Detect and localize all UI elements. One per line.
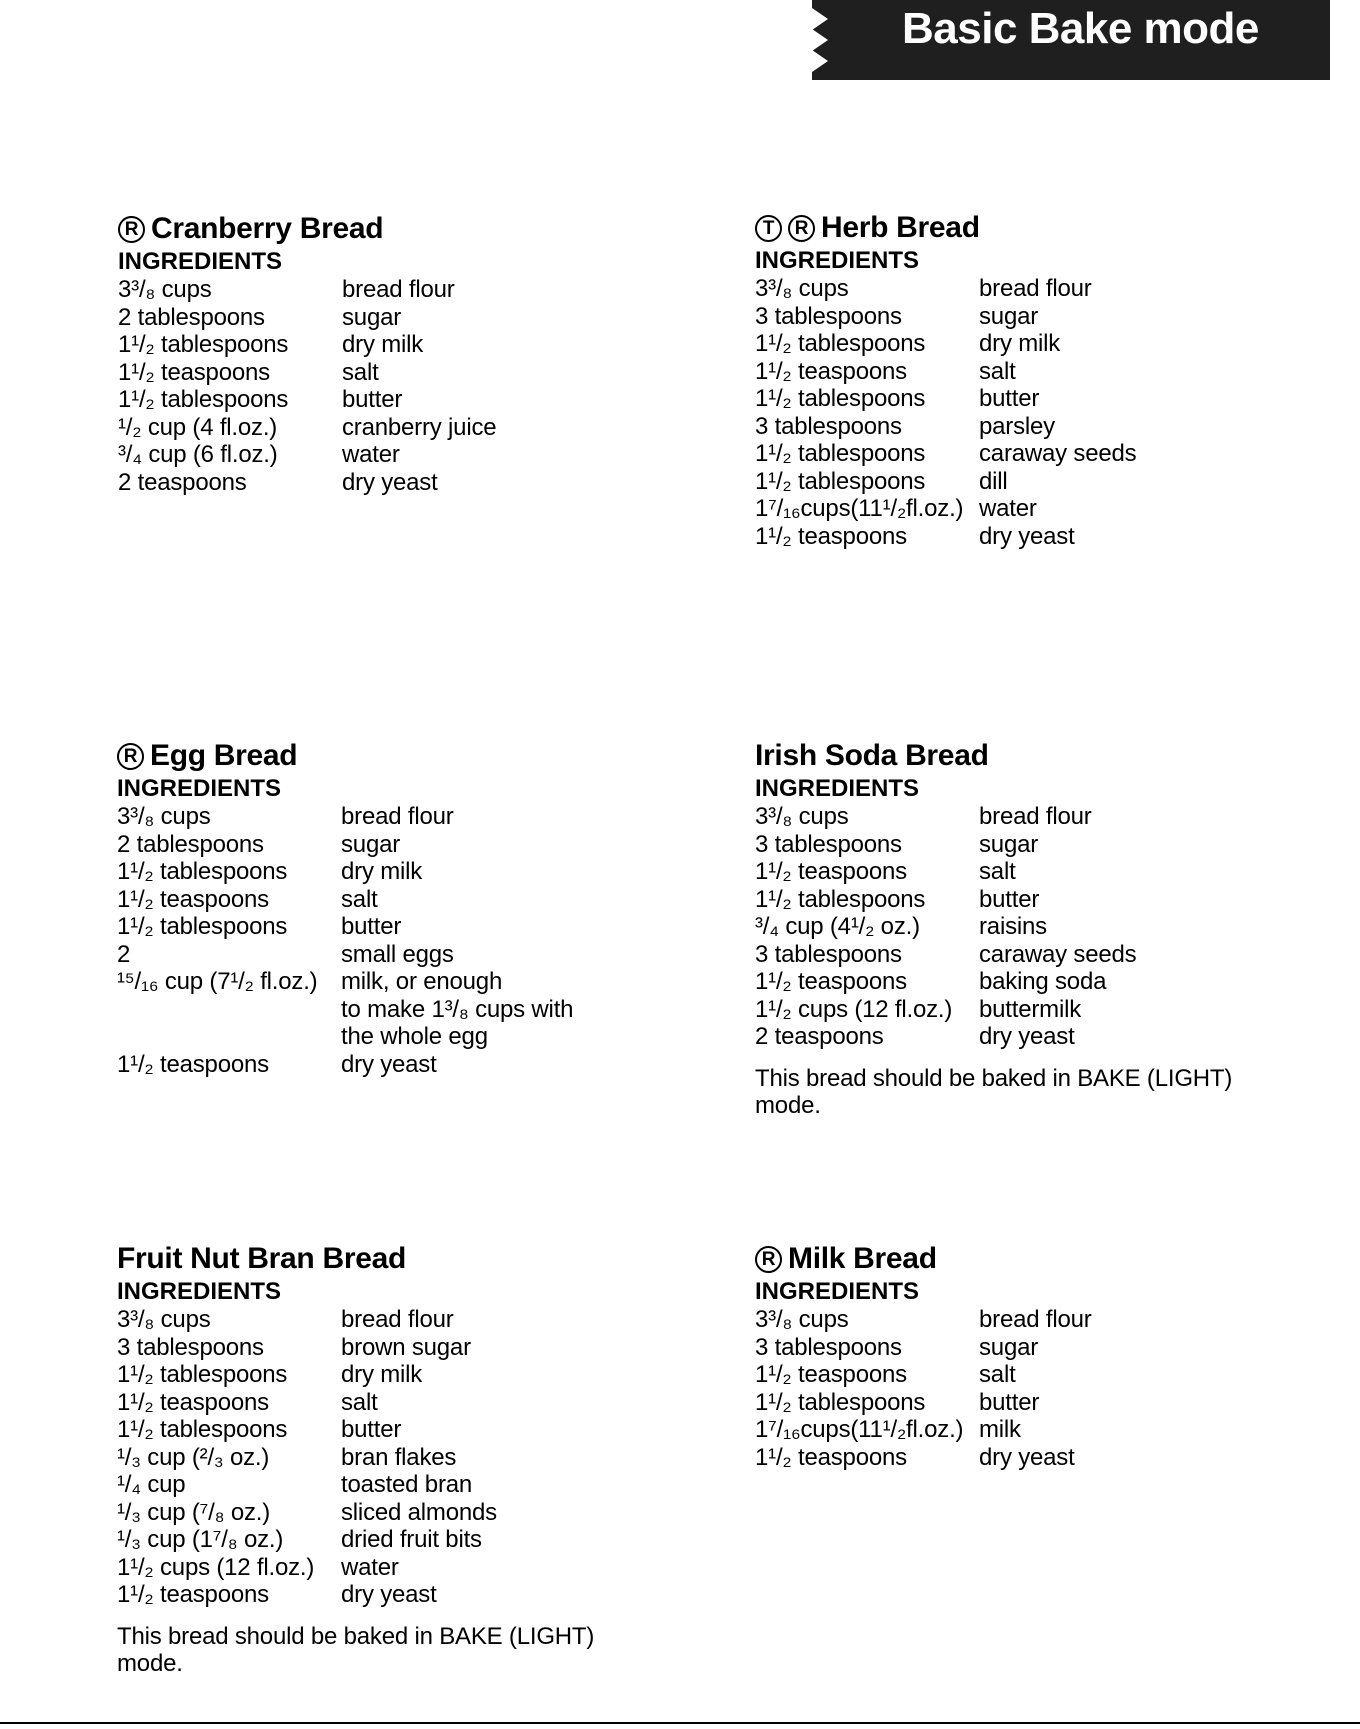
rapid-badge-icon: R <box>755 1246 782 1273</box>
header-arrow-icon <box>812 50 828 72</box>
ingredient-row <box>117 1444 697 1472</box>
ingredient-quantity: 1¹/₂ teaspoons <box>117 1581 269 1608</box>
recipe-title-text: Egg Bread <box>150 739 298 772</box>
recipe-title-text: Milk Bread <box>788 1242 937 1275</box>
timer-badge-icon: T <box>755 215 782 242</box>
ingredient-name: baking soda <box>979 968 1107 995</box>
ingredient-name: salt <box>979 357 1016 385</box>
ingredient-row <box>117 941 697 969</box>
ingredient-name: butter <box>979 885 1040 913</box>
page-title: Basic Bake mode <box>902 4 1259 53</box>
ingredient-name: bread flour <box>341 1306 454 1333</box>
ingredient-quantity: 2 teaspoons <box>118 468 247 496</box>
ingredient-quantity: 1¹/₂ teaspoons <box>117 1388 269 1416</box>
ingredient-quantity: 3³/₈ cups <box>755 1306 849 1333</box>
ingredient-quantity: ¹/₃ cup (⁷/₈ oz.) <box>117 1498 271 1526</box>
ingredient-name: salt <box>342 358 379 386</box>
ingredient-name: raisins <box>979 913 1047 940</box>
ingredient-name: dry milk <box>341 1361 423 1388</box>
recipe-title <box>755 1240 1335 1278</box>
ingredient-row <box>117 996 697 1024</box>
ingredients-heading: INGREDIENTS <box>755 1278 920 1305</box>
ingredient-quantity: 1¹/₂ teaspoons <box>117 885 269 913</box>
ingredient-quantity: 3 tablespoons <box>117 1333 264 1361</box>
ingredient-row <box>117 1581 697 1609</box>
ingredient-quantity: 1¹/₂ tablespoons <box>755 885 926 913</box>
ingredient-row <box>755 1023 1335 1051</box>
ingredient-quantity: 2 tablespoons <box>118 303 265 331</box>
ingredient-name: cranberry juice <box>342 413 497 441</box>
ingredient-list <box>755 275 1335 550</box>
ingredients-heading: INGREDIENTS <box>117 1278 282 1305</box>
ingredient-quantity: 2 tablespoons <box>117 830 264 858</box>
ingredient-row <box>118 359 698 387</box>
ingredient-name: salt <box>979 1361 1016 1388</box>
ingredient-row <box>118 276 698 304</box>
ingredient-name: caraway seeds <box>979 940 1137 968</box>
ingredient-name: milk, or enough <box>341 968 503 995</box>
ingredient-row <box>755 858 1335 886</box>
ingredient-row <box>118 469 698 497</box>
ingredient-row <box>755 941 1335 969</box>
ingredient-quantity: 3³/₈ cups <box>118 276 212 303</box>
ingredient-quantity: 1¹/₂ tablespoons <box>755 440 926 467</box>
ingredient-name: parsley <box>979 412 1055 440</box>
ingredient-quantity: 1¹/₂ tablespoons <box>117 1361 288 1388</box>
ingredient-row <box>755 1416 1335 1444</box>
ingredient-row <box>117 1361 697 1389</box>
ingredient-quantity <box>117 996 341 1024</box>
ingredient-row <box>118 304 698 332</box>
ingredient-quantity <box>117 1023 341 1051</box>
ingredient-row <box>117 803 697 831</box>
ingredient-row <box>117 968 697 996</box>
ingredient-list <box>117 1306 697 1609</box>
ingredient-quantity: 1¹/₂ tablespoons <box>755 330 926 357</box>
ingredient-quantity: 1¹/₂ teaspoons <box>755 357 907 385</box>
ingredient-name: butter <box>342 386 403 413</box>
recipe-title-text: Fruit Nut Bran Bread <box>117 1242 407 1275</box>
ingredient-name: to make 1³/₈ cups with <box>341 995 574 1023</box>
recipe-title <box>117 737 697 775</box>
ingredient-quantity: 1⁷/₁₆cups(11¹/₂fl.oz.) <box>755 495 964 522</box>
ingredient-quantity: 3³/₈ cups <box>117 1306 211 1333</box>
ingredient-quantity: 1¹/₂ teaspoons <box>755 968 907 995</box>
ingredient-name: bread flour <box>979 275 1092 302</box>
ingredient-quantity: 3 tablespoons <box>755 302 902 330</box>
ingredient-name: the whole egg <box>341 1023 488 1050</box>
ingredient-row <box>118 386 698 414</box>
recipe-title-text: Herb Bread <box>821 211 980 244</box>
ingredient-name: dry yeast <box>342 468 438 496</box>
ingredient-quantity: 2 teaspoons <box>755 1023 884 1050</box>
ingredients-heading: INGREDIENTS <box>118 248 283 275</box>
footer-rule <box>0 1722 1360 1724</box>
ingredient-name: butter <box>979 385 1040 412</box>
ingredient-name: sugar <box>979 830 1039 858</box>
recipe-title <box>755 737 1335 775</box>
ingredient-name: dry yeast <box>979 1443 1075 1471</box>
ingredient-name: caraway seeds <box>979 440 1137 467</box>
ingredients-heading: INGREDIENTS <box>755 247 920 274</box>
ingredient-quantity: 1¹/₂ tablespoons <box>755 385 926 412</box>
ingredient-name: sugar <box>979 302 1039 330</box>
ingredient-name: dried fruit bits <box>341 1526 482 1553</box>
ingredient-quantity: 1¹/₂ tablespoons <box>755 1388 926 1416</box>
ingredient-name: salt <box>341 1388 378 1416</box>
recipe-title <box>117 1240 697 1278</box>
ingredient-quantity: 1¹/₂ tablespoons <box>118 331 289 358</box>
ingredient-name: water <box>979 495 1037 522</box>
rapid-badge-icon: R <box>117 743 144 770</box>
ingredient-row <box>117 886 697 914</box>
ingredient-quantity: 1¹/₂ tablespoons <box>117 1416 288 1443</box>
ingredient-quantity: 3 tablespoons <box>755 1333 902 1361</box>
ingredient-quantity: 1¹/₂ teaspoons <box>755 1361 907 1388</box>
ingredient-name: bread flour <box>979 1306 1092 1333</box>
header-arrow-icon <box>812 29 828 51</box>
ingredient-row <box>118 414 698 442</box>
recipe-egg-bread <box>117 737 697 1078</box>
ingredient-name: bread flour <box>979 803 1092 830</box>
ingredient-row <box>755 886 1335 914</box>
ingredient-row <box>117 858 697 886</box>
ingredient-row <box>755 831 1335 859</box>
ingredient-quantity: ¹⁵/₁₆ cup (7¹/₂ fl.oz.) <box>117 968 318 995</box>
ingredient-row <box>117 1023 697 1051</box>
recipe-title <box>118 210 698 248</box>
ingredient-quantity: 1¹/₂ tablespoons <box>118 386 289 413</box>
ingredient-name: water <box>341 1553 399 1581</box>
ingredient-quantity: 1¹/₂ teaspoons <box>118 358 270 386</box>
recipe-fruit-nut-bran-bread <box>117 1240 697 1678</box>
ingredient-name: water <box>342 441 400 468</box>
ingredient-row <box>117 913 697 941</box>
ingredient-row <box>117 1416 697 1444</box>
ingredient-quantity: ¹/₃ cup (1⁷/₈ oz.) <box>117 1526 284 1553</box>
ingredient-row <box>117 1471 697 1499</box>
ingredient-quantity: ¹/₄ cup <box>117 1471 186 1498</box>
recipe-note: This bread should be baked in BAKE (LIGHT) mode. <box>755 1064 1233 1119</box>
recipe-title-text: Cranberry Bread <box>151 212 384 245</box>
ingredient-list <box>117 803 697 1078</box>
page-header <box>812 0 1330 80</box>
ingredient-name: sliced almonds <box>341 1498 497 1526</box>
ingredient-quantity: 2 <box>117 940 131 968</box>
recipe-note: This bread should be baked in BAKE (LIGHT) mode. <box>117 1622 595 1677</box>
ingredient-quantity: ³/₄ cup (6 fl.oz.) <box>118 441 278 468</box>
rapid-badge-icon: R <box>118 216 145 243</box>
ingredient-name: bran flakes <box>341 1443 457 1471</box>
ingredient-row <box>755 303 1335 331</box>
ingredient-quantity: 1¹/₂ tablespoons <box>755 467 926 495</box>
ingredient-name: dry milk <box>342 331 424 358</box>
ingredient-row <box>755 1306 1335 1334</box>
ingredient-quantity: 1¹/₂ cups (12 fl.oz.) <box>755 995 953 1023</box>
ingredient-name: dill <box>979 467 1008 495</box>
ingredient-quantity: 3 tablespoons <box>755 412 902 440</box>
ingredient-quantity: 1¹/₂ tablespoons <box>117 913 288 940</box>
ingredient-quantity: 3 tablespoons <box>755 940 902 968</box>
recipe-title-text: Irish Soda Bread <box>755 739 989 772</box>
ingredient-name: butter <box>979 1388 1040 1416</box>
ingredient-quantity: ¹/₃ cup (²/₃ oz.) <box>117 1443 270 1471</box>
recipe-irish-soda-bread <box>755 737 1335 1120</box>
ingredient-quantity: 1¹/₂ cups (12 fl.oz.) <box>117 1553 315 1581</box>
ingredient-quantity: 1¹/₂ teaspoons <box>755 858 907 885</box>
ingredient-name: salt <box>341 885 378 913</box>
ingredient-row <box>755 495 1335 523</box>
ingredients-heading: INGREDIENTS <box>117 775 282 802</box>
ingredient-quantity: 1¹/₂ teaspoons <box>755 1443 907 1471</box>
ingredient-name: milk <box>979 1416 1021 1443</box>
ingredient-name: small eggs <box>341 940 454 968</box>
ingredient-name: bread flour <box>341 803 454 830</box>
ingredient-list <box>755 803 1335 1051</box>
ingredient-row <box>117 1554 697 1582</box>
recipe-herb-bread <box>755 209 1335 550</box>
recipe-title <box>755 209 1335 247</box>
ingredient-quantity: 3³/₈ cups <box>755 275 849 302</box>
ingredient-row <box>755 358 1335 386</box>
ingredient-row <box>117 1051 697 1079</box>
ingredient-row <box>755 385 1335 413</box>
ingredient-name: dry yeast <box>341 1050 437 1078</box>
ingredient-name: dry yeast <box>979 1023 1075 1050</box>
ingredient-row <box>117 1499 697 1527</box>
rapid-badge-icon: R <box>788 215 815 242</box>
ingredient-name: salt <box>979 858 1016 885</box>
ingredients-heading: INGREDIENTS <box>755 775 920 802</box>
ingredient-quantity: 3³/₈ cups <box>755 803 849 830</box>
recipe-milk-bread <box>755 1240 1335 1471</box>
ingredient-name: butter <box>341 913 402 940</box>
ingredient-row <box>117 1389 697 1417</box>
ingredient-name: sugar <box>979 1333 1039 1361</box>
ingredient-name: toasted bran <box>341 1471 473 1498</box>
ingredient-row <box>755 1389 1335 1417</box>
ingredient-name: dry milk <box>979 330 1061 357</box>
ingredient-name: bread flour <box>342 276 455 303</box>
recipe-cranberry-bread <box>118 210 698 496</box>
ingredient-name: sugar <box>342 303 402 331</box>
ingredient-name: dry yeast <box>979 522 1075 550</box>
ingredient-quantity: 1⁷/₁₆cups(11¹/₂fl.oz.) <box>755 1416 964 1443</box>
ingredient-name: sugar <box>341 830 401 858</box>
ingredient-row <box>755 1334 1335 1362</box>
ingredient-row <box>755 468 1335 496</box>
ingredient-row <box>118 441 698 469</box>
ingredient-quantity: 1¹/₂ teaspoons <box>755 522 907 550</box>
ingredient-row <box>118 331 698 359</box>
ingredient-name: butter <box>341 1416 402 1443</box>
ingredient-row <box>755 330 1335 358</box>
ingredient-list <box>755 1306 1335 1471</box>
ingredient-quantity: 1¹/₂ teaspoons <box>117 1050 269 1078</box>
ingredient-row <box>755 275 1335 303</box>
ingredient-name: dry yeast <box>341 1581 437 1608</box>
ingredient-name: brown sugar <box>341 1333 471 1361</box>
ingredient-row <box>117 1526 697 1554</box>
ingredient-row <box>117 1334 697 1362</box>
ingredient-row <box>755 523 1335 551</box>
ingredient-row <box>117 1306 697 1334</box>
ingredient-row <box>755 913 1335 941</box>
ingredient-quantity: ³/₄ cup (4¹/₂ oz.) <box>755 913 920 940</box>
ingredient-list <box>118 276 698 496</box>
ingredient-quantity: 3 tablespoons <box>755 830 902 858</box>
ingredient-row <box>755 968 1335 996</box>
ingredient-row <box>755 1444 1335 1472</box>
ingredient-row <box>755 413 1335 441</box>
ingredient-quantity: 1¹/₂ tablespoons <box>117 858 288 885</box>
ingredient-quantity: 3³/₈ cups <box>117 803 211 830</box>
ingredient-quantity: ¹/₂ cup (4 fl.oz.) <box>118 413 278 441</box>
ingredient-row <box>755 1361 1335 1389</box>
header-arrow-icon <box>812 8 828 30</box>
ingredient-name: buttermilk <box>979 995 1082 1023</box>
ingredient-row <box>117 831 697 859</box>
ingredient-row <box>755 440 1335 468</box>
ingredient-name: dry milk <box>341 858 423 885</box>
ingredient-row <box>755 996 1335 1024</box>
ingredient-row <box>755 803 1335 831</box>
